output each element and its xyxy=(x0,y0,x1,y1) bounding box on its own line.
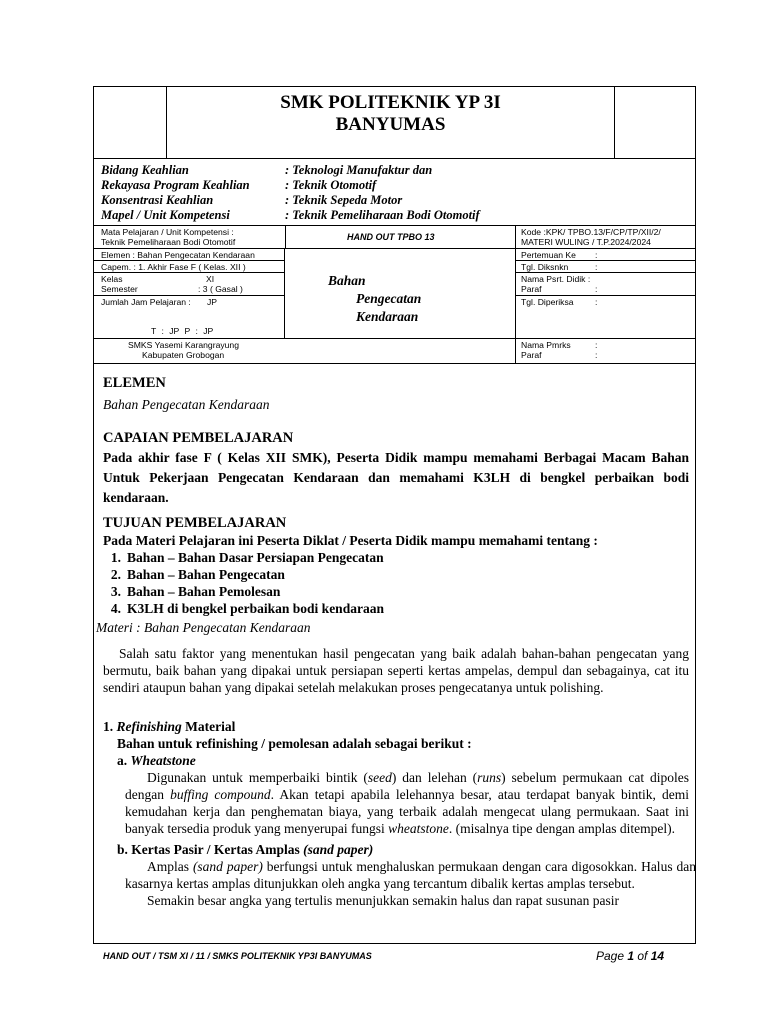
subsection-b-title: b. Kertas Pasir / Kertas Amplas (sand paper) xyxy=(117,842,374,857)
capem-cell: Capem. : 1. Akhir Fase F ( Kelas. XII ) xyxy=(101,262,246,272)
list-item: 4. K3LH di bengkel perbaikan bodi kendaraan xyxy=(110,601,384,616)
refinishing-section xyxy=(103,718,696,909)
subsection-a-text: Digunakan untuk memperbaiki bintik (seed) dan lelehan (runs) sebelum permukaan cat dipoles dengan buffing compound. Akan tetapi apabila lelehannya besar, atau terdapat banyak bintik, demi kemudahan kerja dan penghematan biaya, yang terbaik adalah mengecat ulang permukaan. Saat ini banyak tersedia produk yang menyerupai fungsi wheatstone. (misalnya tipe dengan amplas ditempel). xyxy=(125,770,690,836)
tp-jp: T : JP P : JP xyxy=(151,326,214,336)
elemen-section xyxy=(103,375,689,413)
tgl-diksnkn-label: Tgl. Diksnkn xyxy=(521,262,569,272)
capaian-text: Pada akhir fase F ( Kelas XII SMK), Peserta Didik mampu memahami Berbagai Macam Bahan Untuk Pekerjaan Pengecatan Kendaraan dan memahami K3LH di bengkel perbaikan bodi kendaraan. xyxy=(103,450,689,505)
header-logo-cell xyxy=(93,86,167,158)
capaian-section xyxy=(103,430,689,508)
semester-value: : 3 ( Gasal ) xyxy=(198,284,243,294)
kode-line1: Kode :KPK/ TPBO.13/F/CP/TP/XII/2/ xyxy=(521,227,661,237)
semester-label: Semester xyxy=(101,284,138,294)
subsection-b-text: Amplas (sand paper) berfungsi untuk menghaluskan permukaan dengan cara digosokkan. Halus dan kasarnya kertas amplas ditunjukkan oleh angka yang tercantum dibalik kertas amplas tersebut. xyxy=(125,859,696,891)
section-1-subtitle: Bahan untuk refinishing / pemolesan adalah sebagai berikut : xyxy=(117,736,472,751)
handout-code: HAND OUT TPBO 13 xyxy=(347,232,435,242)
section-1-title: 1. Refinishing Material xyxy=(103,719,236,734)
kode-line2: MATERI WULING / T.P.2024/2024 xyxy=(521,237,651,247)
jumlah-jam-label: Jumlah Jam Pelajaran : xyxy=(101,297,191,307)
paraf-pmrks-label: Paraf xyxy=(521,350,542,360)
tgl-diperiksa-label: Tgl. Diperiksa xyxy=(521,297,574,307)
mapel-label: Mata Pelajaran / Unit Kompetensi : xyxy=(101,227,234,237)
footer-left: HAND OUT / TSM XI / 11 / SMKS POLITEKNIK YP3I BANYUMAS xyxy=(103,951,372,961)
page-number: Page 1 of 14 xyxy=(596,949,665,963)
subsection-b-text-2: Semakin besar angka yang tertulis menunjukkan semakin halus dan rapat susunan pasir xyxy=(147,893,620,908)
school-title: SMK POLITEKNIK YP 3I BANYUMAS xyxy=(280,92,501,135)
kelas-value: XI xyxy=(206,274,215,284)
tujuan-intro: Pada Materi Pelajaran ini Peserta Diklat / Peserta Didik mampu memahami tentang : xyxy=(103,533,598,548)
list-item: 2. Bahan – Bahan Pengecatan xyxy=(110,567,285,582)
list-item: 3. Bahan – Bahan Pemolesan xyxy=(110,584,281,599)
paraf-label: Paraf xyxy=(521,284,542,294)
kelas-label: Kelas xyxy=(101,274,123,284)
elemen-text: Bahan Pengecatan Kendaraan xyxy=(103,397,270,412)
header-right-cell xyxy=(614,86,696,158)
capaian-heading: CAPAIAN PEMBELAJARAN xyxy=(103,430,294,446)
materi-label: Materi : Bahan Pengecatan Kendaraan xyxy=(96,620,311,635)
mapel-value: Teknik Pemeliharaan Bodi Otomotif xyxy=(101,237,236,247)
tujuan-list xyxy=(103,549,689,617)
tujuan-section xyxy=(103,515,689,617)
center-title-1: Bahan xyxy=(328,273,366,288)
center-title-3: Kendaraan xyxy=(356,309,419,324)
nama-pmrks-label: Nama Pmrks xyxy=(521,340,571,350)
elemen-heading: ELEMEN xyxy=(103,375,166,391)
subsection-a-title: a. Wheatstone xyxy=(117,753,196,768)
jumlah-jam-unit: JP xyxy=(207,297,218,307)
tujuan-heading: TUJUAN PEMBELAJARAN xyxy=(103,515,287,531)
materi-paragraph: Salah satu faktor yang menentukan hasil pengecatan yang baik adalah bahan-bahan pengecatan yang bermutu, baik bahan yang dipakai untuk persiapan seperti kertas ampelas, dempul dan sebagainya, cat itu sendiri ataupun bahan yang dipakai setelah melakukan proses pengecatanya untuk polishing. xyxy=(103,646,689,695)
pertemuan-label: Pertemuan Ke xyxy=(521,250,576,260)
elemen-cell: Elemen : Bahan Pengecatan Kendaraan xyxy=(101,250,255,260)
center-title-2: Pengecatan xyxy=(356,291,422,306)
school-name: SMKS Yasemi Karangrayung xyxy=(128,340,239,350)
nama-psrt-label: Nama Psrt. Didik : xyxy=(521,274,591,284)
document-header xyxy=(93,86,696,159)
list-item: 1. Bahan – Bahan Dasar Persiapan Pengecatan xyxy=(110,550,384,565)
school-region: Kabupaten Grobogan xyxy=(142,350,225,360)
